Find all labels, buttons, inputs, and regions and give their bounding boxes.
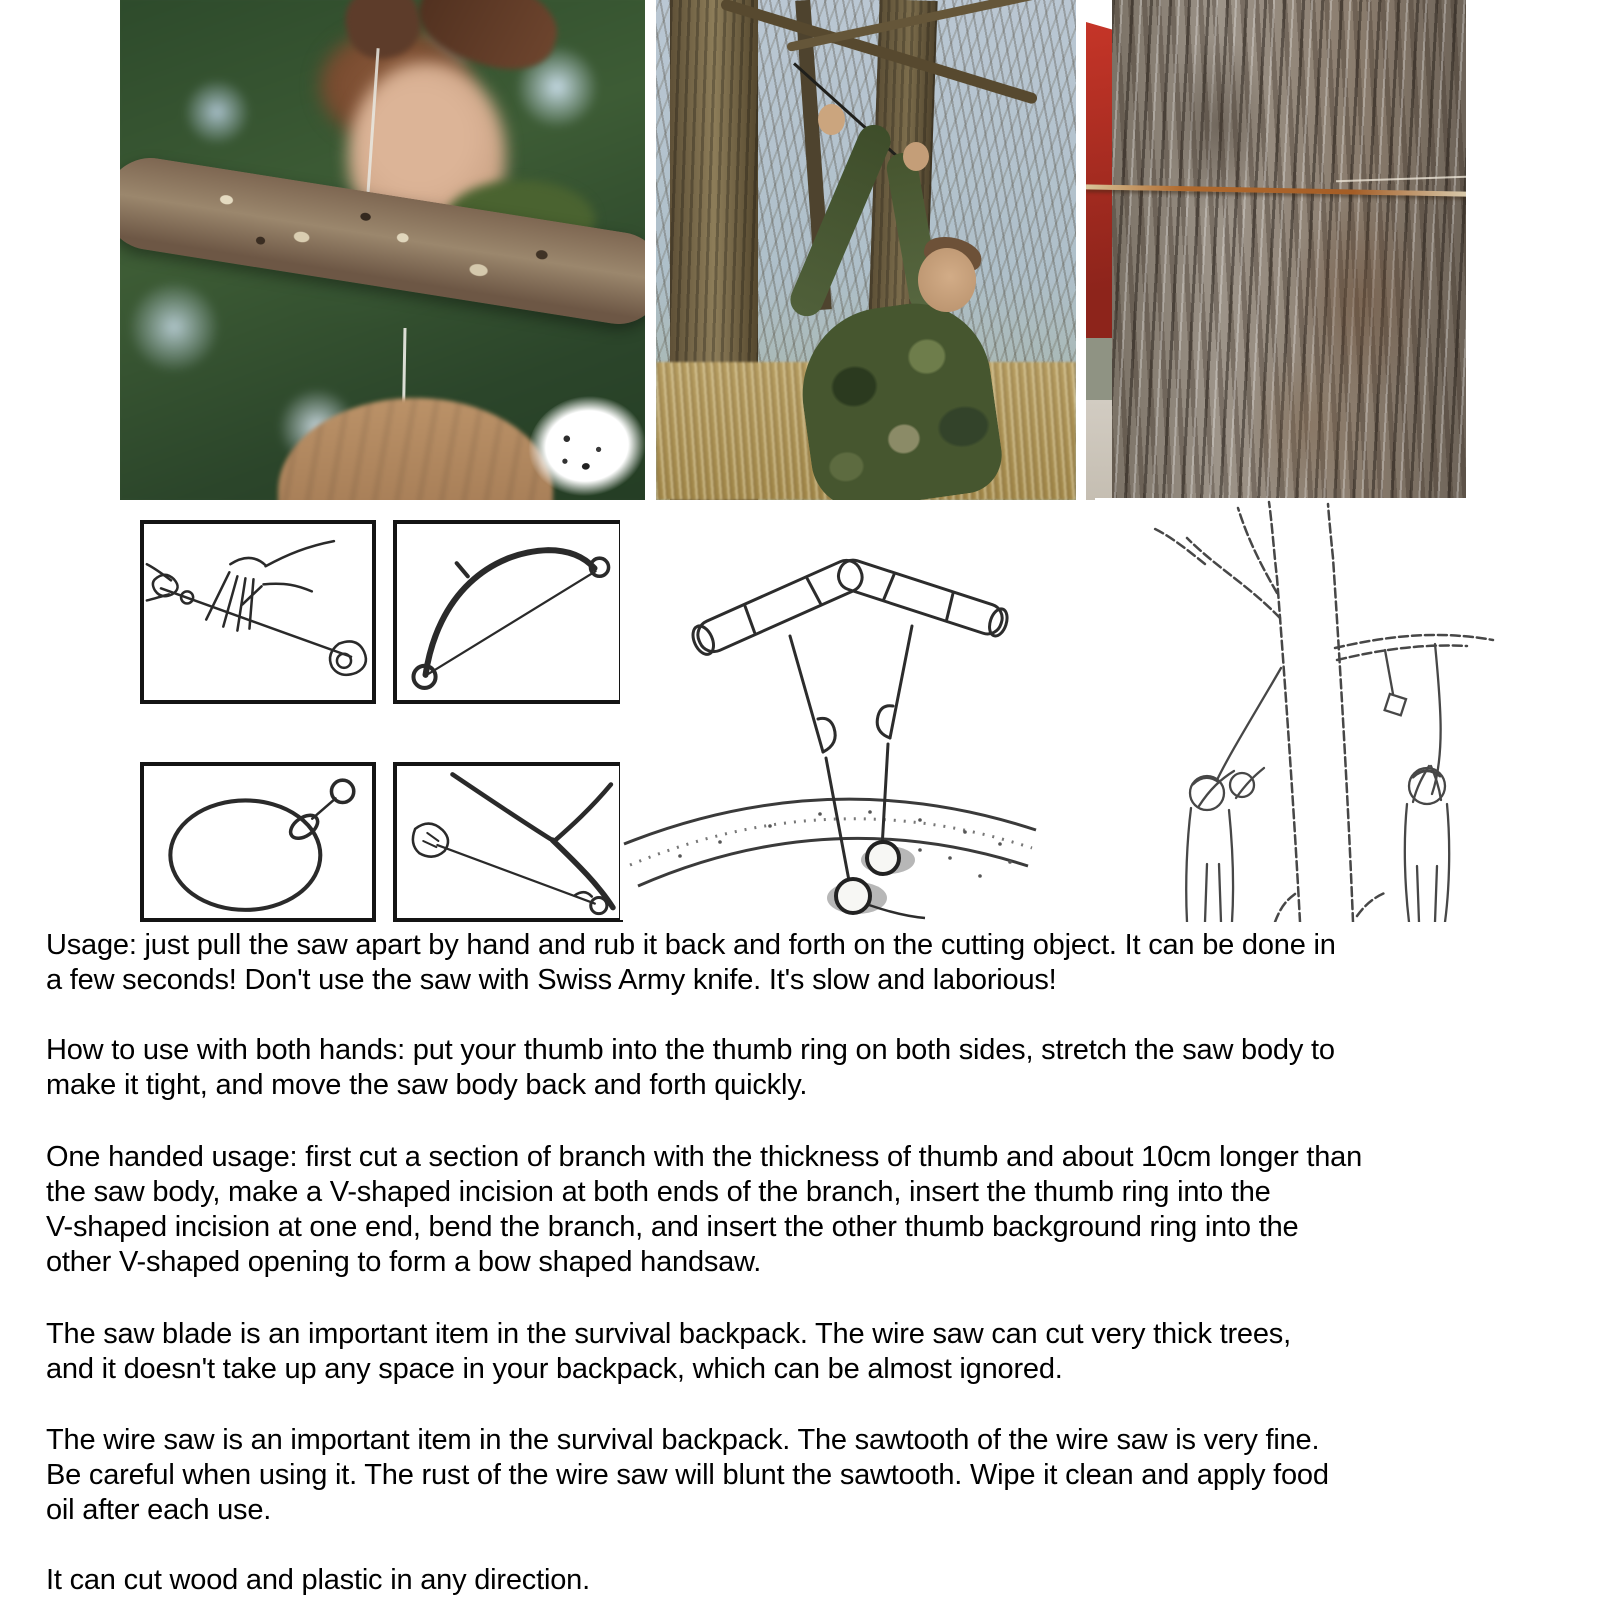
paragraph-cut-anything [46, 1563, 590, 1598]
diagram-forked-branch-saw [393, 762, 623, 922]
text-line: and it doesn't take up any space in your backpack, which can be almost ignored. [46, 1353, 1063, 1385]
paragraph-both-hands [46, 1033, 1335, 1103]
diagram-two-people-sawing-tree [1095, 498, 1505, 922]
diagram-hands-stretching-saw [140, 520, 376, 704]
text-line: It can cut wood and plastic in any direction. [46, 1564, 590, 1596]
hands-stretch-sketch [144, 524, 372, 700]
hand-left [818, 104, 845, 135]
photo-wire-saw-branch-cutting [120, 0, 645, 500]
text-line: the saw body, make a V-shaped incision at both ends of the branch, insert the thumb ring into the [46, 1176, 1271, 1208]
diagram-bow-saw [393, 520, 623, 704]
text-line: One handed usage: first cut a section of branch with the thickness of thumb and about 10cm longer than [46, 1141, 1363, 1173]
text-line: Be careful when using it. The rust of the wire saw will blunt the sawtooth. Wipe it clean and apply food [46, 1459, 1329, 1491]
photo-wire-saw-in-trunk [1086, 0, 1466, 500]
paragraph-saw-blade [46, 1317, 1291, 1387]
text-line: The saw blade is an important item in the survival backpack. The wire saw can cut very thick trees, [46, 1318, 1291, 1350]
diagram-t-handles-cutting-pipe [620, 506, 1040, 920]
tree-bark [1112, 0, 1466, 500]
text-line: V-shaped incision at one end, bend the branch, and insert the other thumb background ring into the [46, 1211, 1299, 1243]
t-handles-sketch [620, 506, 1040, 920]
man-head-looking-up [918, 248, 976, 312]
paragraph-one-handed [46, 1140, 1362, 1280]
text-line: oil after each use. [46, 1494, 272, 1526]
tree-sawing-sketch [1095, 498, 1505, 922]
bow-saw-sketch [397, 524, 619, 700]
paragraph-usage [46, 928, 1336, 998]
forked-branch-sketch [397, 766, 619, 918]
text-line: Usage: just pull the saw apart by hand and rub it back and forth on the cutting object. It can be done in [46, 929, 1336, 961]
hand-right [903, 142, 929, 171]
text-line: a few seconds! Don't use the saw with Swiss Army knife. It's slow and laborious! [46, 964, 1057, 996]
diagram-coiled-wire-saw [140, 762, 376, 922]
text-line: other V-shaped opening to form a bow shaped handsaw. [46, 1246, 762, 1278]
paragraph-maintenance [46, 1423, 1329, 1528]
text-line: How to use with both hands: put your thumb into the thumb ring on both sides, stretch the saw body to [46, 1034, 1335, 1066]
text-line: make it tight, and move the saw body back and forth quickly. [46, 1069, 808, 1101]
coiled-loop-sketch [144, 766, 372, 918]
text-line: The wire saw is an important item in the survival backpack. The sawtooth of the wire saw is very fine. [46, 1424, 1320, 1456]
photo-camo-man-sawing-overhead [656, 0, 1076, 500]
